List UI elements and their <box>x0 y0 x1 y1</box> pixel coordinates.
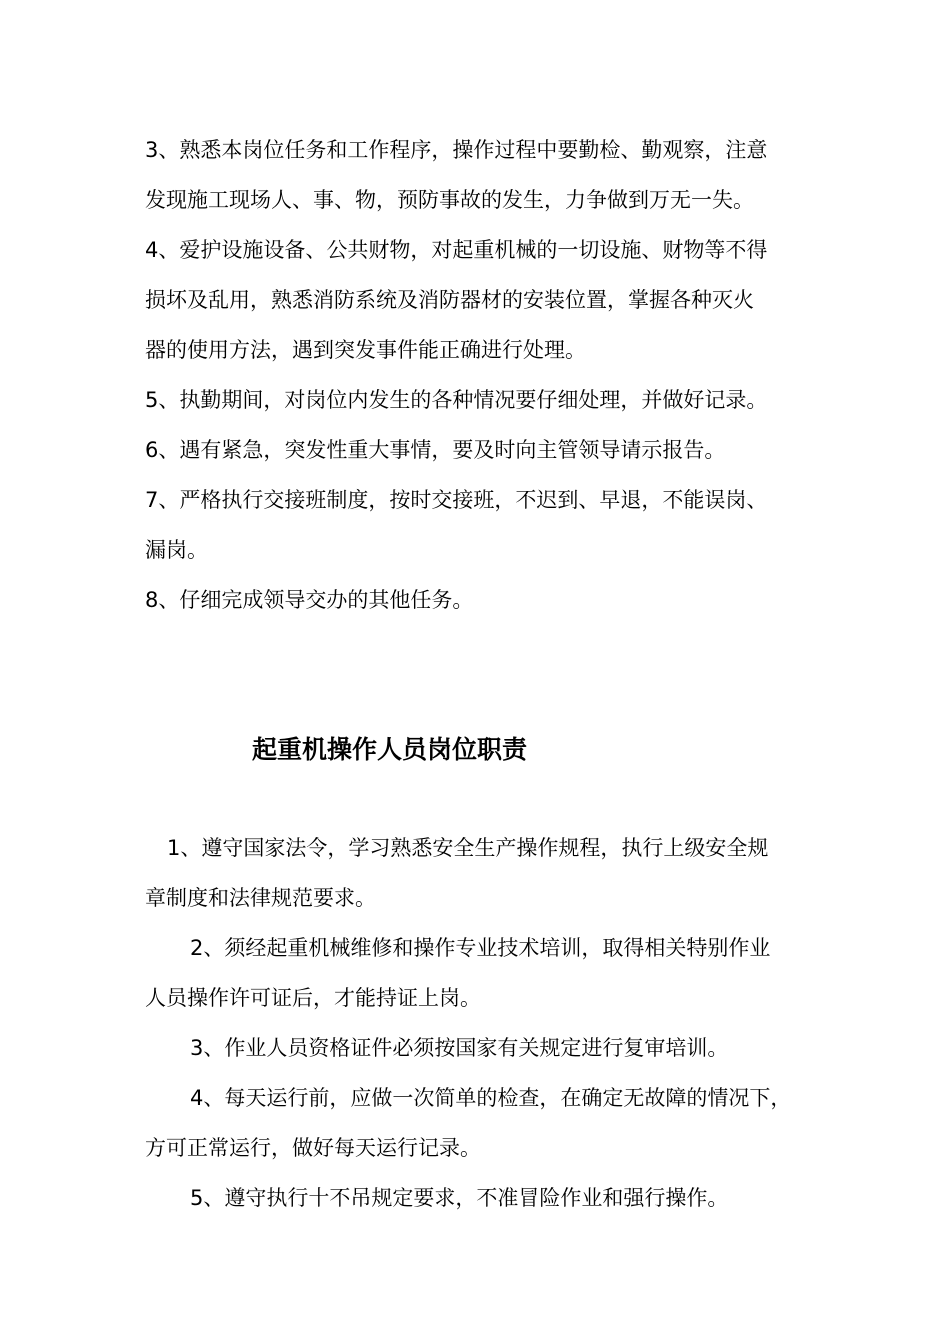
duty-8-line: 8、仔细完成领导交办的其他任务。 <box>145 588 474 612</box>
duty-4-line-3: 器的使用方法，遇到突发事件能正确进行处理。 <box>145 338 586 362</box>
duty-7-line-1: 7、严格执行交接班制度，按时交接班，不迟到、早退，不能误岗、 <box>145 488 768 512</box>
crane-duty-1-line-1: 1、遵守国家法令，学习熟悉安全生产操作规程，执行上级安全规 <box>167 836 769 860</box>
section-title: 起重机操作人员岗位职责 <box>252 735 528 764</box>
duty-3-line-1: 3、熟悉本岗位任务和工作程序，操作过程中要勤检、勤观察，注意 <box>145 138 768 162</box>
duty-5-line: 5、执勤期间，对岗位内发生的各种情况要仔细处理，并做好记录。 <box>145 388 768 412</box>
crane-duty-2-line-2: 人员操作许可证后，才能持证上岗。 <box>145 986 481 1010</box>
duty-3-line-2: 发现施工现场人、事、物，预防事故的发生，力争做到万无一失。 <box>145 188 754 212</box>
crane-duty-3-line: 3、作业人员资格证件必须按国家有关规定进行复审培训。 <box>190 1036 729 1060</box>
crane-duty-2-line-1: 2、须经起重机械维修和操作专业技术培训，取得相关特别作业 <box>190 936 771 960</box>
crane-duty-1-line-2: 章制度和法律规范要求。 <box>145 886 376 910</box>
crane-duty-4-line-1: 4、每天运行前，应做一次简单的检查，在确定无故障的情况下， <box>190 1086 792 1110</box>
crane-duty-4-line-2: 方可正常运行，做好每天运行记录。 <box>145 1136 481 1160</box>
duty-6-line: 6、遇有紧急，突发性重大事情，要及时向主管领导请示报告。 <box>145 438 726 462</box>
duty-4-line-1: 4、爱护设施设备、公共财物，对起重机械的一切设施、财物等不得 <box>145 238 768 262</box>
crane-duty-5-line: 5、遵守执行十不吊规定要求，不准冒险作业和强行操作。 <box>190 1186 729 1210</box>
duty-4-line-2: 损坏及乱用，熟悉消防系统及消防器材的安装位置，掌握各种灭火 <box>145 288 754 312</box>
duty-7-line-2: 漏岗。 <box>145 538 208 562</box>
